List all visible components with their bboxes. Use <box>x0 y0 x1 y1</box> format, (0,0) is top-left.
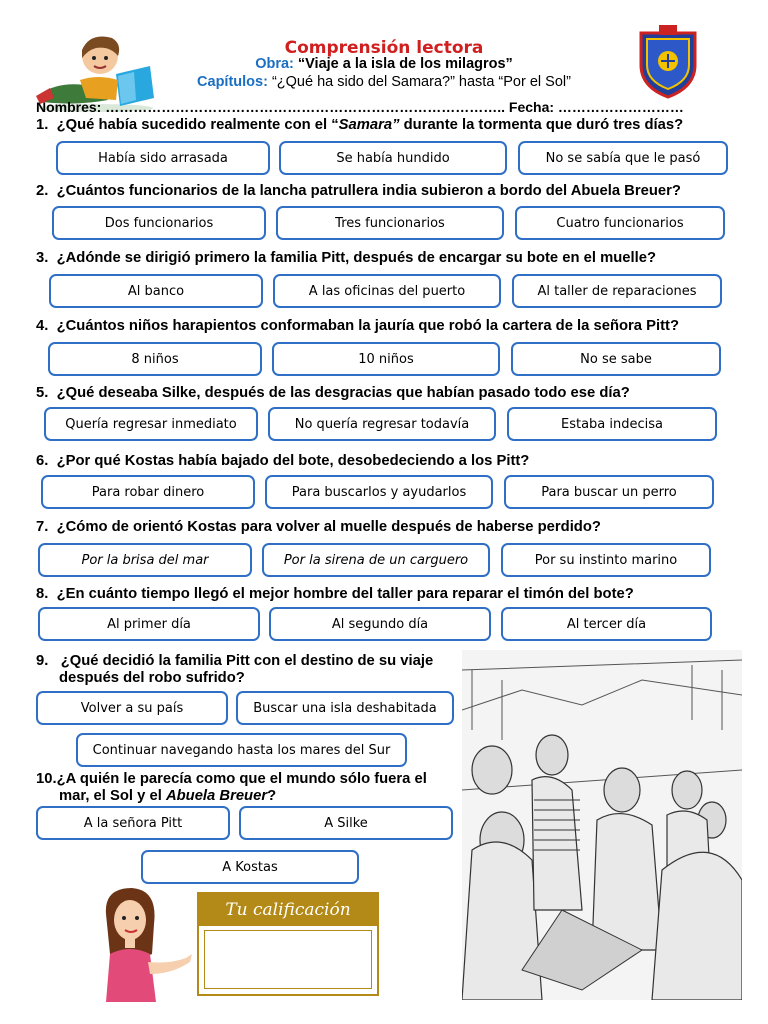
q6-option-c[interactable]: Para buscar un perro <box>504 475 714 509</box>
q7-option-a[interactable]: Por la brisa del mar <box>38 543 252 577</box>
crowd-illustration-icon <box>462 650 742 1000</box>
question-8: 8. ¿En cuánto tiempo llegó el mejor hombre del taller para reparar el timón del bote? <box>36 586 634 602</box>
obra-value: “Viaje a la isla de los milagros” <box>297 56 513 72</box>
q1-option-c[interactable]: No se sabía que le pasó <box>518 141 728 175</box>
q4-option-c[interactable]: No se sabe <box>511 342 721 376</box>
q1-option-a[interactable]: Había sido arrasada <box>56 141 270 175</box>
q10-option-c[interactable]: A Kostas <box>141 850 359 884</box>
q3-option-a[interactable]: Al banco <box>49 274 263 308</box>
q9-option-b[interactable]: Buscar una isla deshabitada <box>236 691 454 725</box>
q4-option-a[interactable]: 8 niños <box>48 342 262 376</box>
question-6: 6. ¿Por qué Kostas había bajado del bote, desobedeciendo a los Pitt? <box>36 453 530 469</box>
obra-line <box>0 56 768 72</box>
question-1: 1. ¿Qué había sucedido realmente con el “Samara” durante la tormenta que duró tres días? <box>36 117 684 133</box>
q6-option-b[interactable]: Para buscarlos y ayudarlos <box>265 475 493 509</box>
q10-option-b[interactable]: A Silke <box>239 806 453 840</box>
capitulos-label: Capítulos: <box>197 74 268 90</box>
question-4: 4. ¿Cuántos niños harapientos conformaban la jauría que robó la cartera de la señora Pitt? <box>36 318 680 334</box>
q9-option-a[interactable]: Volver a su país <box>36 691 228 725</box>
q3-option-b[interactable]: A las oficinas del puerto <box>273 274 501 308</box>
q10-option-a[interactable]: A la señora Pitt <box>36 806 230 840</box>
question-7: 7. ¿Cómo de orientó Kostas para volver al muelle después de haberse perdido? <box>36 519 601 535</box>
q5-option-b[interactable]: No quería regresar todavía <box>268 407 496 441</box>
capitulos-value: “¿Qué ha sido del Samara?” hasta “Por el Sol” <box>271 74 571 90</box>
obra-label: Obra: <box>255 56 294 72</box>
q4-option-b[interactable]: 10 niños <box>272 342 500 376</box>
q6-option-a[interactable]: Para robar dinero <box>41 475 255 509</box>
q7-option-b[interactable]: Por la sirena de un carguero <box>262 543 490 577</box>
q3-option-c[interactable]: Al taller de reparaciones <box>512 274 722 308</box>
grade-box <box>197 892 379 996</box>
question-9: 9. ¿Qué decidió la familia Pitt con el destino de su viaje después del robo sufrido? <box>36 653 434 686</box>
names-date-line: Nombres: ………………………………………………………………………….. Fecha: ……………………… <box>36 99 684 115</box>
q5-option-a[interactable]: Quería regresar inmediato <box>44 407 258 441</box>
q2-option-a[interactable]: Dos funcionarios <box>52 206 266 240</box>
capitulos-line <box>0 74 768 90</box>
page-title: Comprensión lectora <box>284 38 484 58</box>
grade-input-area[interactable] <box>204 930 372 989</box>
grade-label: Tu calificación <box>199 894 377 926</box>
question-5: 5. ¿Qué deseaba Silke, después de las desgracias que habían pasado todo ese día? <box>36 385 630 401</box>
q9-option-c[interactable]: Continuar navegando hasta los mares del Sur <box>76 733 407 767</box>
q8-option-a[interactable]: Al primer día <box>38 607 260 641</box>
q1-option-b[interactable]: Se había hundido <box>279 141 507 175</box>
q8-option-b[interactable]: Al segundo día <box>269 607 491 641</box>
q5-option-c[interactable]: Estaba indecisa <box>507 407 717 441</box>
question-10: 10.¿A quién le parecía como que el mundo sólo fuera el mar, el Sol y el Abuela Breuer? <box>36 771 427 804</box>
question-3: 3. ¿Adónde se dirigió primero la familia Pitt, después de encargar su bote en el muelle? <box>36 250 656 266</box>
q2-option-c[interactable]: Cuatro funcionarios <box>515 206 725 240</box>
q2-option-b[interactable]: Tres funcionarios <box>276 206 504 240</box>
question-2: 2. ¿Cuántos funcionarios de la lancha patrullera india subieron a bordo del Abuela Breuer? <box>36 183 681 199</box>
teacher-presenting-icon <box>92 884 196 1002</box>
q8-option-c[interactable]: Al tercer día <box>501 607 712 641</box>
q7-option-c[interactable]: Por su instinto marino <box>501 543 711 577</box>
